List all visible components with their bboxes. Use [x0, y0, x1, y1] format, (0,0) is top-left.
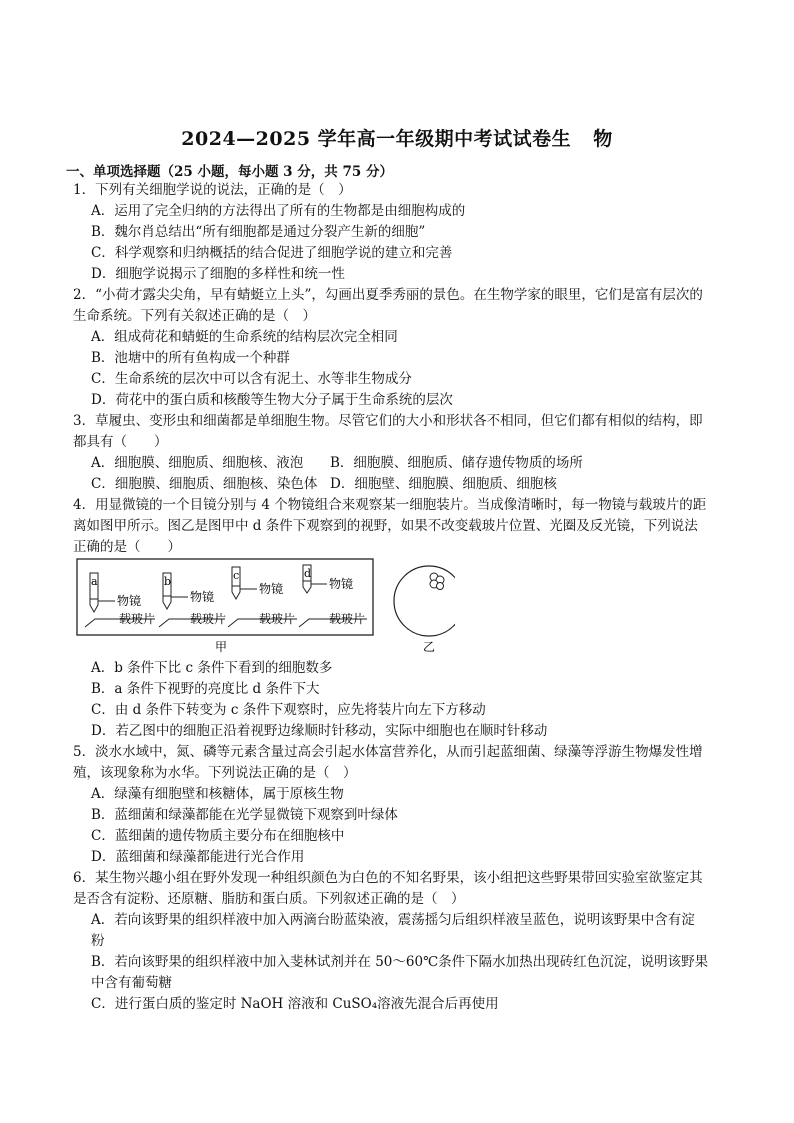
question-6-stem: 6．某生物兴趣小组在野外发现一种组织颜色为白色的不知名野果，该小组把这些野果带回实验室欲鉴定其 — [73, 870, 703, 886]
objective-a — [85, 573, 155, 627]
question-3-stem-cont: 都具有（ ） — [73, 434, 168, 450]
question-2-option-c: C．生命系统的层次中可以含有泥土、水等非生物成分 — [91, 371, 412, 387]
objective-label-a: 物镜 — [117, 594, 142, 608]
question-1-option-d: D．细胞学说揭示了细胞的多样性和统一性 — [91, 266, 345, 282]
title-end: 物 — [593, 128, 613, 150]
question-2-option-b: B．池塘中的所有鱼构成一个种群 — [91, 350, 290, 366]
question-1-option-b: B．魏尔肖总结出“所有细胞都是通过分裂产生新的细胞” — [91, 224, 426, 240]
question-6-stem-cont: 是否含有淀粉、还原糖、脂肪和蛋白质。下列叙述正确的是（ ） — [73, 891, 465, 907]
tube-label-b: b — [164, 575, 172, 588]
question-4-option-b: B．a 条件下视野的亮度比 d 条件下大 — [91, 681, 320, 697]
microscope-figure-jia — [75, 557, 455, 655]
objective-label-d: 物镜 — [329, 577, 354, 591]
caption-yi: 乙 — [423, 640, 436, 654]
objective-c — [228, 567, 297, 627]
question-4-stem-cont-1: 离如图甲所示。图乙是图甲中 d 条件下观察到的视野，如果不改变载玻片位置、光圈及反光镜，下列说法 — [73, 518, 698, 534]
slide-label-b: 载玻片 — [190, 612, 227, 626]
question-5-stem-cont: 殖，该现象称为水华。下列说法正确的是（ ） — [73, 765, 357, 781]
question-6-option-a: A．若向该野果的组织样液中加入两滴台盼蓝染液，震荡摇匀后组织样液呈蓝色，说明该野果中含有淀 — [91, 912, 695, 928]
objective-label-c: 物镜 — [259, 582, 284, 596]
question-4-stem-cont-2: 正确的是（ ） — [73, 539, 181, 555]
slide-label-a: 载玻片 — [119, 612, 156, 626]
objective-label-b: 物镜 — [190, 590, 215, 604]
question-3-option-b: B．细胞膜、细胞质、储存遗传物质的场所 — [330, 455, 583, 471]
question-5-option-b: B．蓝细菌和绿藻都能在光学显微镜下观察到叶绿体 — [91, 807, 398, 823]
question-5-option-d: D．蓝细菌和绿藻都能进行光合作用 — [91, 849, 305, 865]
question-1-stem: 1．下列有关细胞学说的说法，正确的是（ ） — [73, 182, 352, 198]
question-6-option-b: B．若向该野果的组织样液中加入斐林试剂并在 50～60℃条件下隔水加热出现砖红色沉淀，说明该野果 — [91, 954, 709, 970]
question-6-option-a-cont: 粉 — [91, 933, 105, 949]
page-title — [0, 124, 794, 151]
objective-d — [299, 565, 367, 627]
question-4-option-a: A．b 条件下比 c 条件下看到的细胞数多 — [91, 660, 333, 676]
question-1-option-a: A．运用了完全归纳的方法得出了所有的生物都是由细胞构成的 — [91, 203, 466, 219]
question-4-stem: 4．用显微镜的一个目镜分别与 4 个物镜组合来观察某一细胞装片。当成像清晰时，每一物镜与载玻片的距 — [73, 497, 707, 513]
question-5-stem: 5．淡水水域中，氮、磷等元素含量过高会引起水体富营养化，从而引起蓝细菌、绿藻等浮游生物爆发性增 — [73, 744, 703, 760]
question-5-option-c: C．蓝细菌的遗传物质主要分布在细胞核中 — [91, 828, 345, 844]
question-2-option-d: D．荷花中的蛋白质和核酸等生物大分子属于生命系统的层次 — [91, 392, 453, 408]
question-3-option-c: C．细胞膜、细胞质、细胞核、染色体 — [91, 476, 318, 492]
question-1-option-c: C．科学观察和归纳概括的结合促进了细胞学说的建立和完善 — [91, 245, 453, 261]
objective-b — [159, 573, 226, 627]
question-6-option-c: C．进行蛋白质的鉴定时 NaOH 溶液和 CuSO₄溶液先混合后再使用 — [91, 996, 499, 1012]
question-6-option-b-cont: 中含有葡萄糖 — [91, 975, 172, 991]
question-2-option-a: A．组成荷花和蜻蜓的生命系统的结构层次完全相同 — [91, 329, 398, 345]
question-3-stem: 3．草履虫、变形虫和细菌都是单细胞生物。尽管它们的大小和形状各不相同，但它们都有相似的结构，即 — [73, 413, 703, 429]
question-2-stem: 2．“小荷才露尖尖角，早有蜻蜓立上头”，勾画出夏季秀丽的景色。在生物学家的眼里，它们是富有层次的 — [73, 287, 703, 303]
slide-label-d: 载玻片 — [329, 612, 366, 626]
tube-label-d: d — [304, 567, 312, 580]
question-4-option-c: C．由 d 条件下转变为 c 条件下观察时，应先将装片向左下方移动 — [91, 702, 486, 718]
section-heading: 一、单项选择题（25 小题，每小题 3 分，共 75 分） — [66, 164, 393, 180]
question-3-option-d: D．细胞壁、细胞膜、细胞质、细胞核 — [330, 476, 557, 492]
tube-label-c: c — [233, 569, 240, 582]
field-of-view-yi — [394, 566, 455, 636]
caption-jia: 甲 — [215, 640, 228, 654]
question-4-option-d: D．若乙图中的细胞正沿着视野边缘顺时针移动，实际中细胞也在顺时针移动 — [91, 723, 548, 739]
question-2-stem-cont: 生命系统。下列有关叙述正确的是（ ） — [73, 308, 316, 324]
title-main: 2024—2025 学年高一年级期中考试试卷生 — [181, 128, 572, 150]
slide-label-c: 载玻片 — [259, 612, 296, 626]
tube-label-a: a — [91, 575, 98, 588]
question-3-option-a: A．细胞膜、细胞质、细胞核、液泡 — [91, 455, 304, 471]
question-5-option-a: A．绿藻有细胞壁和核糖体，属于原核生物 — [91, 786, 344, 802]
